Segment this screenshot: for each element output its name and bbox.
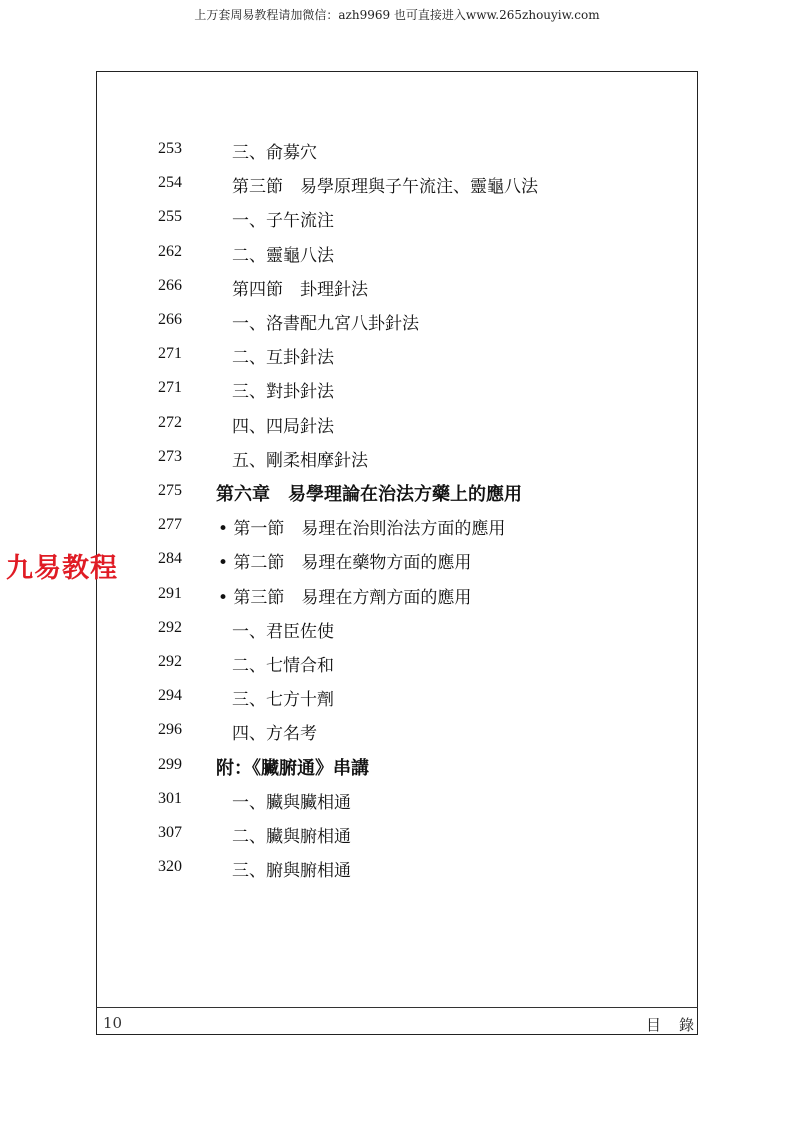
toc-row: [0, 478, 794, 508]
toc-chapter-title: 附：《臟腑通》串講: [216, 757, 369, 779]
toc-row: [0, 170, 794, 200]
page-number: 10: [103, 1014, 123, 1032]
toc-entry-title: 第四節 卦理針法: [232, 279, 368, 300]
toc-entry-title: 二、互卦針法: [232, 348, 334, 369]
toc-page-number: 266: [158, 276, 182, 294]
toc-entry-title: 二、七情合和: [232, 656, 334, 676]
toc-page-number: 291: [158, 584, 182, 602]
toc-entry-title: 二、臟與腑相通: [232, 827, 351, 847]
toc-row: [0, 820, 794, 850]
toc-row: [0, 786, 794, 816]
toc-row: [0, 273, 794, 303]
toc-row: [0, 341, 794, 371]
toc-entry-title: 四、方名考: [232, 724, 317, 745]
toc-row: [0, 854, 794, 884]
toc-page-number: 292: [158, 653, 182, 670]
toc-entry-title: 三、俞募穴: [232, 143, 317, 163]
toc-page-number: 307: [158, 824, 182, 841]
toc-page-number: 294: [158, 687, 182, 705]
toc-row: [0, 410, 794, 440]
toc-entry-title: • 第三節 易理在方劑方面的應用: [218, 587, 472, 608]
toc-row: [0, 649, 794, 679]
toc-page-number: 271: [158, 345, 182, 363]
toc-row: [0, 581, 794, 611]
toc-page-number: 320: [158, 858, 182, 876]
footer-divider: [96, 1007, 698, 1008]
toc-row: [0, 204, 794, 234]
toc-entry-title: 一、君臣佐使: [232, 621, 334, 642]
toc-chapter-title: 第六章 易學理論在治法方藥上的應用: [216, 484, 522, 505]
toc-page-number: 284: [158, 550, 182, 568]
toc-page-number: 299: [158, 755, 182, 773]
toc-row: [0, 752, 794, 782]
toc-entry-title: • 第二節 易理在藥物方面的應用: [218, 553, 472, 574]
toc-page-number: 266: [158, 311, 182, 328]
toc-page-number: 255: [158, 208, 182, 226]
toc-entry-title: 五、剛柔相摩針法: [232, 450, 368, 471]
toc-entry-title: 二、靈龜八法: [232, 245, 334, 266]
toc-entry-title: 一、洛書配九宮八卦針法: [232, 314, 419, 334]
toc-entry-title: 四、四局針法: [232, 416, 334, 437]
toc-entry-title: 三、七方十劑: [232, 690, 334, 711]
toc-page-number: 254: [158, 174, 182, 192]
toc-page-number: 253: [158, 140, 182, 157]
toc-page-number: 275: [158, 482, 182, 499]
toc-row: [0, 307, 794, 337]
toc-entry-title: 三、對卦針法: [232, 382, 334, 403]
toc-entry-title: 一、子午流注: [232, 211, 334, 232]
section-label: 目錄: [646, 1016, 713, 1034]
toc-entry-title: 三、腑與腑相通: [232, 861, 351, 882]
toc-row: [0, 444, 794, 474]
watermark-logo: 九易教程: [6, 553, 118, 584]
toc-page-number: 271: [158, 379, 182, 397]
toc-entry-title: 一、臟與臟相通: [232, 792, 351, 813]
toc-row: [0, 615, 794, 645]
toc-row: [0, 512, 794, 542]
toc-page-number: 277: [158, 516, 182, 534]
toc-row: [0, 375, 794, 405]
toc-page-number: 292: [158, 618, 182, 636]
toc-row: [0, 239, 794, 269]
toc-page-number: 262: [158, 242, 182, 260]
toc-row: [0, 546, 794, 576]
toc-row: [0, 683, 794, 713]
toc-page-number: 272: [158, 413, 182, 431]
toc-row: [0, 717, 794, 747]
toc-entry-title: • 第一節 易理在治則治法方面的應用: [218, 519, 506, 540]
toc-entry-title: 第三節 易學原理與子午流注、靈龜八法: [232, 177, 538, 198]
toc-page-number: 301: [158, 789, 182, 807]
toc-page-number: 296: [158, 721, 182, 739]
top-banner-text: 上万套周易教程请加微信：azh9969 也可直接进入www.265zhouyiw.com: [194, 8, 600, 22]
toc-page-number: 273: [158, 447, 182, 465]
toc-row: [0, 136, 794, 166]
